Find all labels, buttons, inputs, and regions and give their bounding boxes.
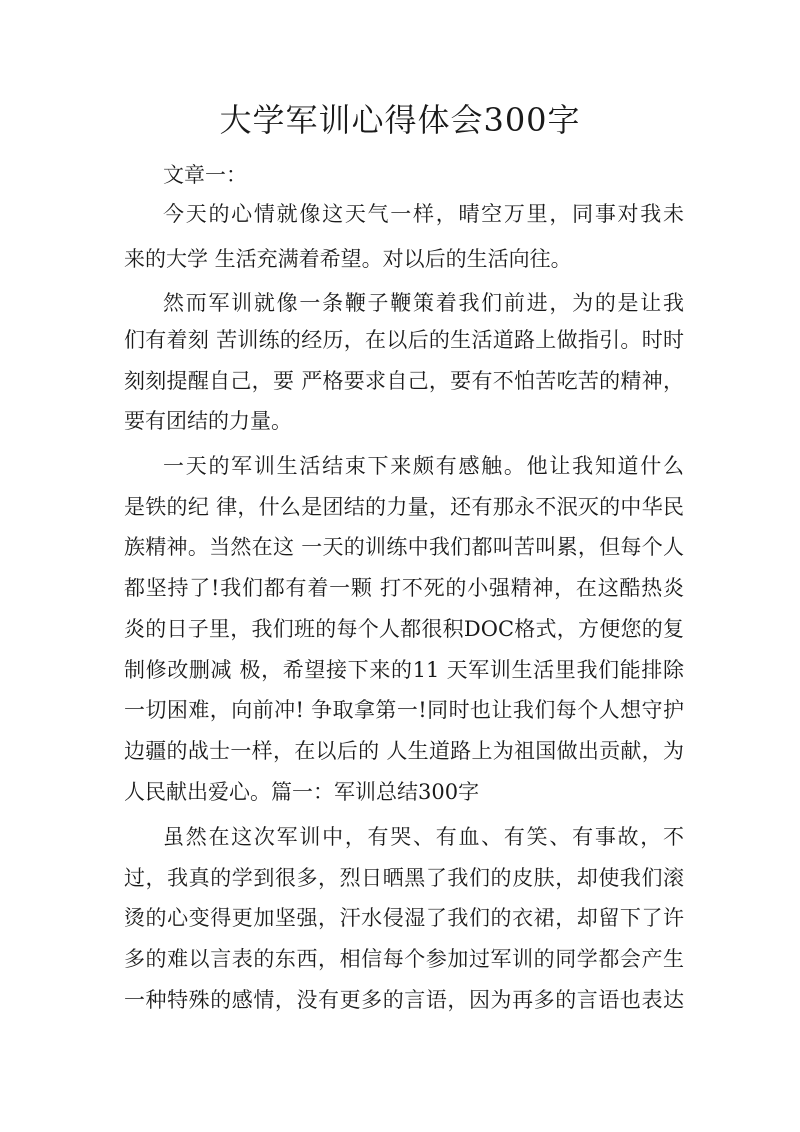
paragraph-line: 要有团结的力量。 [124, 409, 292, 433]
paragraph-line: 人民献出爱心。篇一：军训总结300字 [124, 780, 480, 804]
paragraph-line: 们有着刻 苦训练的经历，在以后的生活道路上做指引。时时 [124, 328, 684, 352]
paragraph-line: 一种特殊的感情，没有更多的言语，因为再多的言语也表达 [124, 988, 684, 1012]
paragraph-line: 边疆的战士一样，在以后的 人生道路上为祖国做出贡献，为 [124, 739, 684, 763]
paragraph-line: 烫的心变得更加坚强，汗水侵湿了我们的衣裙，却留下了许 [124, 906, 684, 930]
paragraph-line: 然而军训就像一条鞭子鞭策着我们前进，为的是让我 [163, 291, 684, 315]
section-heading: 文章一： [163, 163, 247, 187]
paragraph-line: 刻刻提醒自己，要 严格要求自己，要有不怕苦吃苦的精神， [124, 369, 684, 393]
paragraph-line: 都坚持了!我们都有着一颗 打不死的小强精神，在这酷热炎 [124, 576, 684, 600]
paragraph-line: 多的难以言表的东西，相信每个参加过军训的同学都会产生 [124, 947, 684, 971]
paragraph-line: 族精神。当然在这 一天的训练中我们都叫苦叫累，但每个人 [124, 535, 684, 559]
paragraph-line: 今天的心情就像这天气一样，晴空万里，同事对我未 [163, 202, 684, 226]
paragraph-line: 制修改删减 极，希望接下来的11 天军训生活里我们能排除 [124, 658, 684, 682]
paragraph-line: 来的大学 生活充满着希望。对以后的生活向往。 [124, 247, 572, 271]
paragraph-line: 虽然在这次军训中，有哭、有血、有笑、有事故，不 [163, 825, 684, 849]
document-title: 大学军训心得体会300字 [219, 101, 581, 139]
paragraph-line: 一切困难，向前冲! 争取拿第一!同时也让我们每个人想守护 [124, 698, 684, 722]
paragraph-line: 炎的日子里，我们班的每个人都很积DOC格式，方便您的复 [124, 617, 684, 641]
paragraph-line: 一天的军训生活结束下来颇有感触。他让我知道什么 [163, 454, 684, 478]
paragraph-line: 过，我真的学到很多，烈日晒黑了我们的皮肤，却使我们滚 [124, 866, 684, 890]
paragraph-line: 是铁的纪 律，什么是团结的力量，还有那永不泯灭的中华民 [124, 495, 684, 519]
